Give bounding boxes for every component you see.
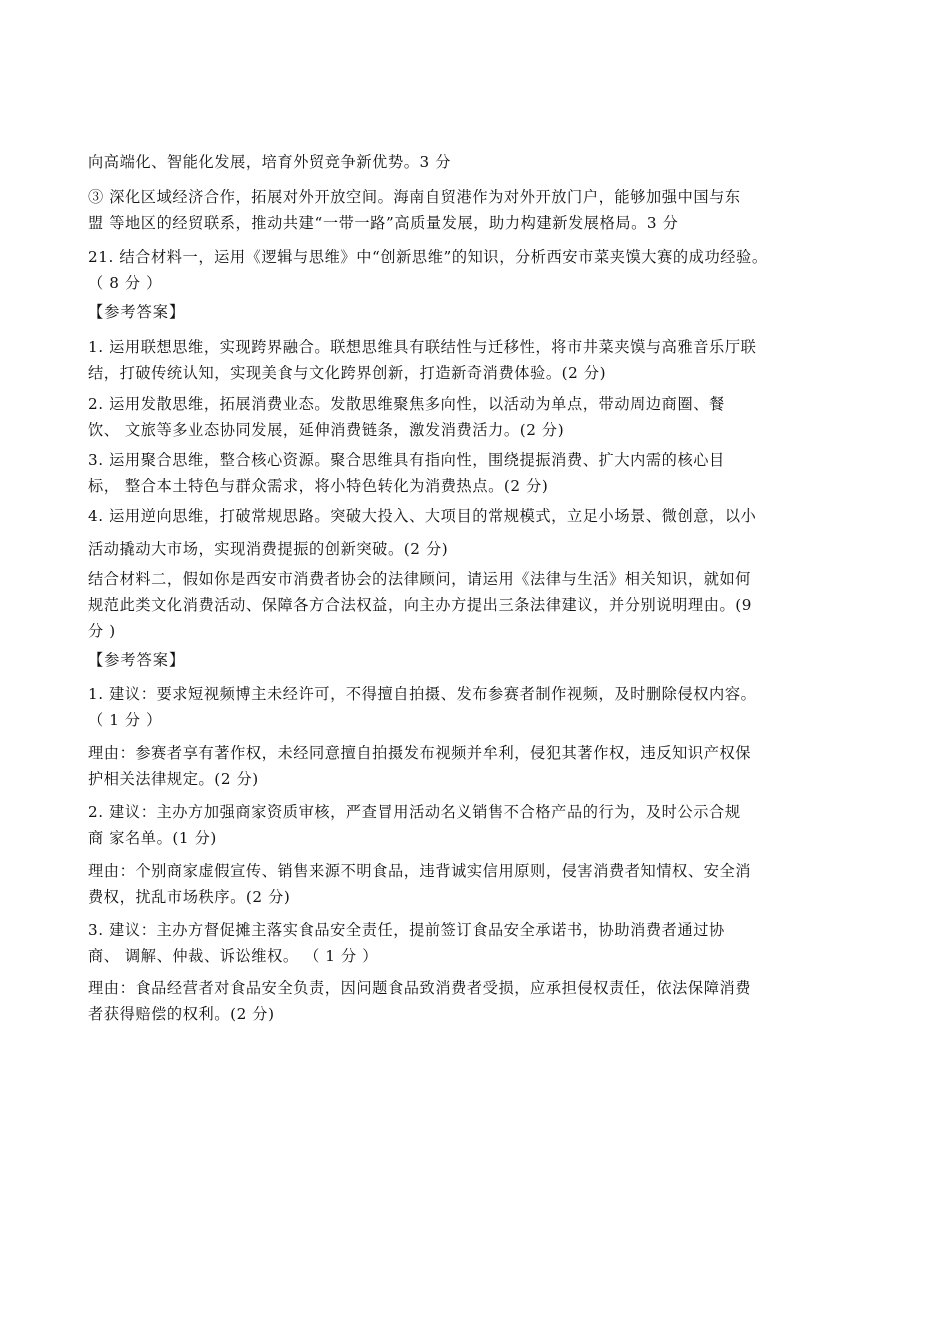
text-line: （ 8 分 ）	[88, 274, 162, 292]
text-line: 商 家名单。(1 分)	[88, 829, 217, 847]
text-line: 费权，扰乱市场秩序。(2 分)	[88, 888, 291, 906]
answer-item-1	[88, 334, 860, 386]
text-line: 21. 结合材料一，运用《逻辑与思维》中“创新思维”的知识，分析西安市菜夹馍大赛的成功经验。	[88, 248, 768, 266]
reason-1	[88, 740, 860, 792]
text-line: （ 1 分 ）	[88, 711, 162, 729]
text-line: 1. 运用联想思维，实现跨界融合。联想思维具有联结性与迁移性，将市井菜夹馍与高雅音乐厅联	[88, 338, 757, 356]
heading-text: 【参考答案】	[88, 303, 186, 321]
text-line: 盟 等地区的经贸联系，推动共建“一带一路”高质量发展，助力构建新发展格局。3 分	[88, 214, 679, 232]
paragraph-regional-cooperation	[88, 184, 860, 236]
answer-item-3	[88, 447, 860, 499]
reason-3	[88, 975, 860, 1027]
text-line: 护相关法律规定。(2 分)	[88, 770, 259, 788]
heading-text: 【参考答案】	[88, 651, 186, 669]
text-line: 结，打破传统认知，实现美食与文化跨界创新，打造新奇消费体验。(2 分)	[88, 364, 607, 382]
reference-answer-heading	[88, 299, 860, 325]
text-line: 3. 建议：主办方督促摊主落实食品安全责任，提前签订食品安全承诺书，协助消费者通过协	[88, 921, 725, 939]
suggestion-1	[88, 681, 860, 733]
text-line: 结合材料二，假如你是西安市消费者协会的法律顾问，请运用《法律与生活》相关知识，就如何	[88, 570, 752, 588]
answer-item-2	[88, 391, 860, 443]
text-line: 理由：个别商家虚假宣传、销售来源不明食品，违背诚实信用原则，侵害消费者知情权、安全消	[88, 862, 752, 880]
question-21	[88, 244, 860, 296]
text-line: 标， 整合本土特色与群众需求，将小特色转化为消费热点。(2 分)	[88, 477, 549, 495]
text-line: 活动撬动大市场，实现消费提振的创新突破。(2 分)	[88, 540, 449, 558]
text-line: 理由：参赛者享有著作权，未经同意擅自拍摄发布视频并牟利，侵犯其著作权，违反知识产权保	[88, 744, 752, 762]
text-line: 2. 运用发散思维，拓展消费业态。发散思维聚焦多向性，以活动为单点，带动周边商圈、餐	[88, 395, 725, 413]
text-line: 1. 建议：要求短视频博主未经许可，不得擅自拍摄、发布参赛者制作视频，及时删除侵权内容。	[88, 685, 757, 703]
question-material-two	[88, 566, 860, 644]
text-line: 3. 运用聚合思维，整合核心资源。聚合思维具有指向性，围绕提振消费、扩大内需的核心目	[88, 451, 725, 469]
text-line: 规范此类文化消费活动、保障各方合法权益，向主办方提出三条法律建议，并分别说明理由。(9	[88, 596, 753, 614]
text-line: 饮、 文旅等多业态协同发展，延伸消费链条，激发消费活力。(2 分)	[88, 421, 565, 439]
text-line: 商、 调解、仲裁、诉讼维权。 （ 1 分 ）	[88, 947, 379, 965]
paragraph-trade-upgrade-tail	[88, 149, 860, 175]
text-line: 向高端化、智能化发展，培育外贸竞争新优势。3 分	[88, 153, 452, 171]
text-line: ③ 深化区域经济合作，拓展对外开放空间。海南自贸港作为对外开放门户，能够加强中国与东	[88, 188, 741, 206]
suggestion-3	[88, 917, 860, 969]
text-line: 2. 建议：主办方加强商家资质审核，严查冒用活动名义销售不合格产品的行为，及时公示合规	[88, 803, 741, 821]
answer-item-4	[88, 503, 860, 562]
suggestion-2	[88, 799, 860, 851]
reason-2	[88, 858, 860, 910]
reference-answer-heading	[88, 647, 860, 673]
text-line: 4. 运用逆向思维，打破常规思路。突破大投入、大项目的常规模式，立足小场景、微创意，以小	[88, 507, 757, 525]
text-line: 分 )	[88, 622, 116, 640]
text-line: 理由：食品经营者对食品安全负责，因问题食品致消费者受损，应承担侵权责任，依法保障消费	[88, 979, 752, 997]
text-line: 者获得赔偿的权利。(2 分)	[88, 1005, 275, 1023]
